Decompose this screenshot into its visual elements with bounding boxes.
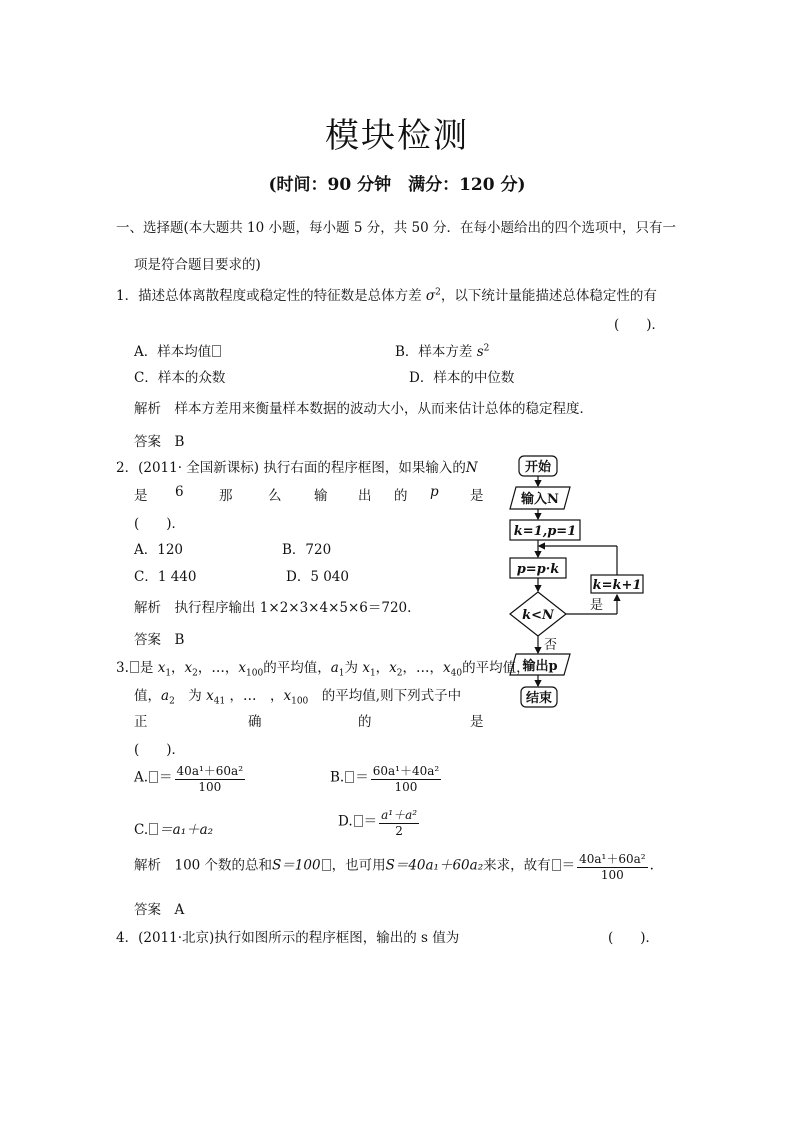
placeholder-box-icon [149,771,158,783]
q2-stem-word: 那 [219,488,233,504]
placeholder-box-icon [322,859,331,871]
q2-stem-word: 输 [314,488,328,504]
q3-option-c: C. ＝a₁＋a₂ [134,822,214,838]
placeholder-box-icon [130,661,139,673]
q1-stem: 1．描述总体离散程度或稳定性的特征数是总体方差 $\sigma^2$，以下统计量能描述总体稳定性的有 [116,287,657,304]
q4-stem: 4．(2011·北京)执行如图所示的程序框图，输出的 s 值为 [116,930,460,946]
placeholder-box-icon [345,771,354,783]
section-heading-cont: 项是符合题目要求的) [134,257,261,273]
flow-condition-label: k<N [522,608,554,623]
q3-stem-line1: 3. 是 $x_1$，$x_2$，…，$x_{100}$的平均值，$a_1$为 $x_1$，$x_2$，…，$x_{40}$的平均值， [116,660,530,679]
flow-init-label: k=1,p=1 [513,524,577,539]
q3-option-d: D. ＝ $\frac{\text{a¹＋a²}}{2}$ [338,808,418,838]
q4-paren: ( )． [608,930,660,946]
q2-stem-word: 出 [358,488,372,504]
q3-answer: 答案 A [134,902,185,918]
flow-process-label: p=p·k [516,562,560,577]
section-heading: 一、选择题(本大题共 10 小题，每小题 5 分，共 50 分．在每小题给出的四个选项中，只有一 [116,220,676,236]
page-subtitle: (时间：90 分钟 满分：120 分) [268,175,526,195]
q2-answer: 答案 B [134,632,185,648]
flow-output-label: 输出p [522,659,558,674]
q2-option-c: C．1 440 [134,569,197,585]
q2-stem-word: 么 [268,488,282,504]
q2-stem-word: 的 [394,488,408,504]
flow-input-label: 输入N [521,492,559,507]
q3-option-b: B. ＝ $\frac{\text{60a¹＋40a²}}{100}$ [330,764,440,794]
flow-increment-label: k=k+1 [592,578,642,593]
q1-answer: 答案 B [134,434,185,450]
q2-stem: 2．(2011· 全国新课标) 执行右面的程序框图，如果输入的N [116,460,478,476]
q2-stem-word: 6 [175,484,184,500]
q1-paren: ( )． [614,317,666,333]
placeholder-box-icon [149,823,158,835]
q2-option-a: A．120 [134,542,184,558]
q1-option-b: B．样本方差 $s^2$ [395,343,490,360]
q1-analysis: 解析 样本方差用来衡量样本数据的波动大小，从而来估计总体的稳定程度． [134,401,593,417]
q3-stem-word: 正 [134,714,148,730]
q2-option-d: D．5 040 [286,569,349,585]
page-title: 模块检测 [325,116,469,156]
q2-analysis: 解析 执行程序输出 1×2×3×4×5×6＝720. [134,600,412,616]
flow-start-label: 开始 [524,460,552,475]
q3-paren: ( )． [134,742,186,758]
q3-option-a: A. ＝ $\frac{\text{40a¹＋60a²}}{100}$ [134,764,244,794]
flow-end-label: 结束 [525,691,553,706]
q2-paren: ( )． [134,516,186,532]
q3-stem-word: 确 [248,714,262,730]
placeholder-box-icon [212,345,221,357]
flow-yes-label: 是 [590,598,604,613]
q2-stem-word: p [430,484,439,500]
q3-stem-line2: 值，$a_2$ 为 $x_{41}$ ，… ，$x_{100}$ 的平均值,则下列式子中 [134,688,462,707]
placeholder-box-icon [354,815,363,827]
flow-no-label: 否 [544,638,558,653]
q2-stem-word: 是 [470,488,484,504]
q2-stem-word: 是 [134,488,148,504]
q1-option-a: A．样本均值 [134,340,222,360]
q3-analysis: 解析 100 个数的总和S＝100 ，也可用S＝40a₁＋60a₂来求，故有 ＝ $\frac{\text{40a¹＋60a²}}{100}$ . [134,852,654,882]
placeholder-box-icon [552,859,561,871]
q1-option-d: D．样本的中位数 [409,370,515,386]
q1-option-c: C．样本的众数 [134,370,226,386]
q2-option-b: B．720 [282,542,332,558]
q3-stem-word: 的 [358,714,372,730]
q3-stem-word: 是 [470,714,484,730]
